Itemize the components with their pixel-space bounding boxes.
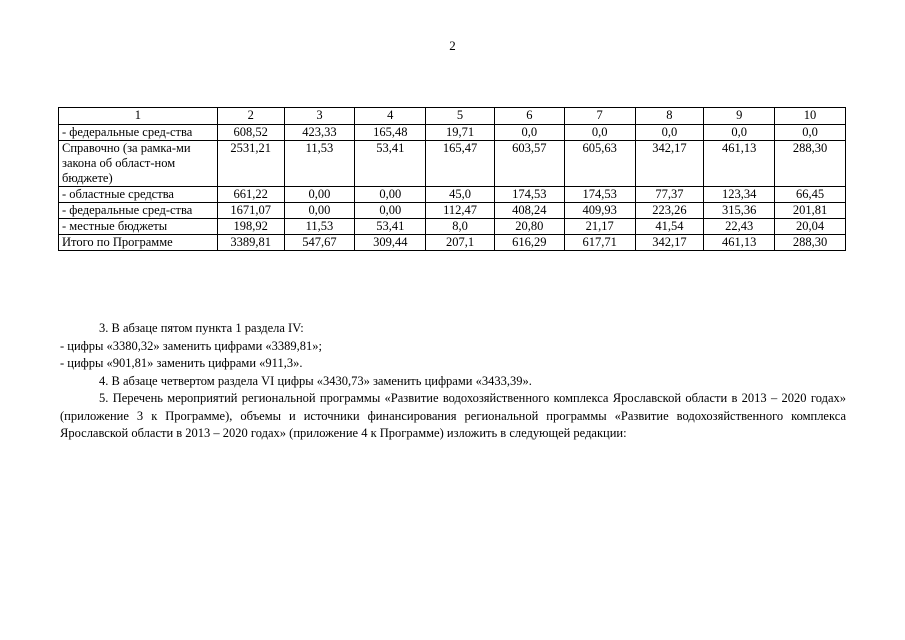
table-cell: 45,0: [426, 187, 495, 203]
table-row: [59, 125, 846, 141]
table-cell: 0,00: [284, 187, 355, 203]
table-cell: 0,0: [635, 125, 704, 141]
table-row: [59, 203, 846, 219]
column-header: 10: [775, 108, 846, 125]
table-cell: 0,0: [775, 125, 846, 141]
table-cell: 8,0: [426, 219, 495, 235]
table-cell: 53,41: [355, 141, 426, 187]
table-cell: 207,1: [426, 235, 495, 251]
table-cell: 174,53: [564, 187, 635, 203]
table-cell: 617,71: [564, 235, 635, 251]
table-cell: 409,93: [564, 203, 635, 219]
table-cell: 165,48: [355, 125, 426, 141]
table-header-row: [59, 108, 846, 125]
row-label: - областные средства: [59, 187, 218, 203]
column-header: 7: [564, 108, 635, 125]
table-cell: 11,53: [284, 219, 355, 235]
paragraph-change-1: - цифры «3380,32» заменить цифрами «3389,81»;: [60, 338, 322, 353]
table-cell: 423,33: [284, 125, 355, 141]
table-cell: 461,13: [704, 141, 775, 187]
table-cell: 0,0: [704, 125, 775, 141]
page-number: 2: [449, 38, 456, 53]
table-cell: 53,41: [355, 219, 426, 235]
table-cell: 21,17: [564, 219, 635, 235]
table-cell: 0,0: [564, 125, 635, 141]
table-cell: 0,0: [494, 125, 564, 141]
table-cell: 288,30: [775, 141, 846, 187]
table-cell: 77,37: [635, 187, 704, 203]
table-cell: 112,47: [426, 203, 495, 219]
table-cell: 608,52: [217, 125, 284, 141]
table-cell: 174,53: [494, 187, 564, 203]
table-cell: 342,17: [635, 141, 704, 187]
table-cell: 20,04: [775, 219, 846, 235]
paragraph-item-4: 4. В абзаце четвертом раздела VI цифры «3430,73» заменить цифрами «3433,39».: [99, 373, 532, 388]
column-header: 1: [59, 108, 218, 125]
column-header: 3: [284, 108, 355, 125]
table-cell: 198,92: [217, 219, 284, 235]
table-cell: 11,53: [284, 141, 355, 187]
table-cell: 0,00: [284, 203, 355, 219]
table-cell: 0,00: [355, 187, 426, 203]
table-cell: 315,36: [704, 203, 775, 219]
column-header: 6: [494, 108, 564, 125]
table-cell: 0,00: [355, 203, 426, 219]
column-header: 2: [217, 108, 284, 125]
table-row: [59, 219, 846, 235]
table-cell: 123,34: [704, 187, 775, 203]
table-cell: 201,81: [775, 203, 846, 219]
row-label: - федеральные сред-ства: [59, 125, 218, 141]
table-cell: 223,26: [635, 203, 704, 219]
financing-table: [58, 107, 846, 251]
table-cell: 461,13: [704, 235, 775, 251]
table-row: [59, 141, 846, 187]
paragraph-item-3: 3. В абзаце пятом пункта 1 раздела IV:: [99, 321, 304, 335]
table-cell: 66,45: [775, 187, 846, 203]
table-cell: 603,57: [494, 141, 564, 187]
table-row: [59, 187, 846, 203]
paragraph-change-2: - цифры «901,81» заменить цифрами «911,3».: [60, 356, 303, 370]
column-header: 5: [426, 108, 495, 125]
table-cell: 1671,07: [217, 203, 284, 219]
paragraph-item-5: 5. Перечень мероприятий региональной программы «Развитие водохозяйственного комплекса Ярославской области в 2013 – 2020 годах» (приложение 3 к Программе), объемы и источники финансирования региональной программы «Развитие водохозяйственного комплекса Ярославской области в 2013 – 2020 годах» (приложение 4 к Программе) изложить в следующей редакции:: [60, 391, 846, 440]
row-label: Итого по Программе: [59, 235, 218, 251]
column-header: 4: [355, 108, 426, 125]
table-cell: 661,22: [217, 187, 284, 203]
table-row-total: [59, 235, 846, 251]
row-label: Справочно (за рамка-ми закона об област-ном бюджете): [59, 141, 218, 187]
table-cell: 547,67: [284, 235, 355, 251]
table-cell: 41,54: [635, 219, 704, 235]
table-cell: 3389,81: [217, 235, 284, 251]
table-cell: 20,80: [494, 219, 564, 235]
table-cell: 22,43: [704, 219, 775, 235]
table-cell: 408,24: [494, 203, 564, 219]
table-cell: 605,63: [564, 141, 635, 187]
table-cell: 19,71: [426, 125, 495, 141]
table-cell: 616,29: [494, 235, 564, 251]
table-cell: 342,17: [635, 235, 704, 251]
table-cell: 309,44: [355, 235, 426, 251]
table-cell: 288,30: [775, 235, 846, 251]
row-label: - федеральные сред-ства: [59, 203, 218, 219]
column-header: 9: [704, 108, 775, 125]
table-cell: 2531,21: [217, 141, 284, 187]
table-cell: 165,47: [426, 141, 495, 187]
column-header: 8: [635, 108, 704, 125]
row-label: - местные бюджеты: [59, 219, 218, 235]
document-body: [60, 320, 846, 443]
